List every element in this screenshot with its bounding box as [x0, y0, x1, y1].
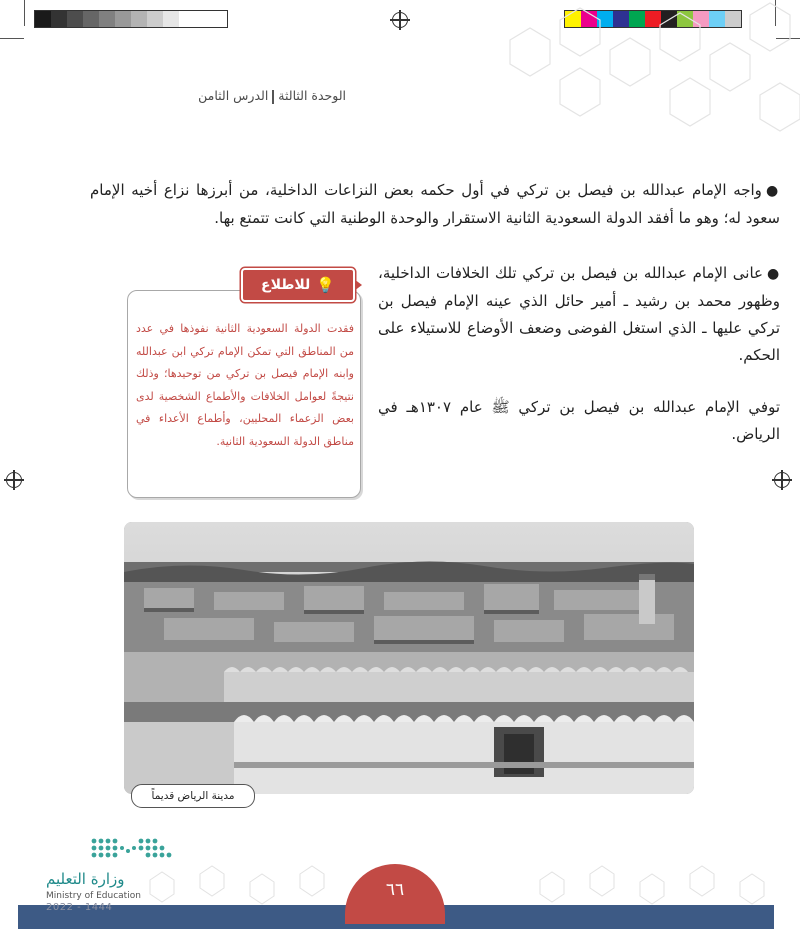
lightbulb-icon: 💡 [316, 276, 335, 294]
header-separator [272, 90, 274, 104]
crop-mark [0, 38, 24, 39]
paragraph-text: توفي الإمام عبدالله بن فيصل بن تركي ﷺ عام ١٣٠٧هـ في الرياض. [378, 398, 781, 443]
old-riyadh-illustration [124, 522, 694, 794]
paragraph-internal-disputes [90, 177, 780, 232]
running-head [86, 88, 346, 104]
crop-mark [24, 0, 25, 26]
paragraph-text: عانى الإمام عبدالله بن فيصل بن تركي تلك الخلافات الداخلية، وظهور محمد بن رشيد ـ أمير حائل الذي عينه الإمام فيصل بن تركي عليها ـ الذي استغل الفوضى وضعف الأوضاع للاستيلاء على الحكم. [378, 264, 780, 364]
registration-mark-icon [6, 472, 22, 488]
unit-label: الوحدة الثالثة [278, 88, 346, 103]
bullet-icon: ● [766, 266, 781, 282]
paragraph-death [378, 394, 780, 448]
info-sidebar-text: فقدت الدولة السعودية الثانية نفوذها في عدد من المناطق التي تمكن الإمام تركي ابن عبدالله وابنه الإمام فيصل بن تركي من توحيدها؛ وذلك نتيجةً لعوامل الخلافات والأطماع الشخصية لدى بعض الزعماء المحليين، وأطماع الأعداء في مناطق الدولة السعودية الثانية. [136, 322, 354, 448]
hexagon-pattern-decoration [450, 0, 800, 140]
ministry-logo-icon [86, 833, 186, 871]
paragraph-ibn-rashid [378, 260, 780, 369]
edition-year: 2022 - 1444 [46, 902, 113, 913]
page-number: ٦٦ [385, 880, 405, 900]
photo-caption: مدينة الرياض قديماً [131, 784, 255, 808]
ministry-name-english: Ministry of Education [46, 891, 141, 901]
ministry-name-arabic: وزارة التعليم [46, 870, 125, 888]
footer-hexagon-pattern [140, 860, 780, 910]
info-title-text: للاطلاع [261, 277, 311, 293]
grayscale-registration-bar [34, 10, 228, 28]
bullet-icon: ● [765, 183, 780, 199]
old-riyadh-photo [124, 522, 694, 794]
registration-mark-icon [774, 472, 790, 488]
info-sidebar-title [241, 268, 355, 302]
paragraph-text: واجه الإمام عبدالله بن فيصل بن تركي في أول حكمه بعض النزاعات الداخلية، من أبرزها نزاع أخيه الإمام سعود له؛ وهو ما أفقد الدولة السعودية الثانية الاستقرار والوحدة الوطنية التي كانت تتمتع بها. [90, 181, 780, 227]
lesson-label: الدرس الثامن [198, 88, 269, 103]
registration-mark-icon [392, 12, 408, 28]
